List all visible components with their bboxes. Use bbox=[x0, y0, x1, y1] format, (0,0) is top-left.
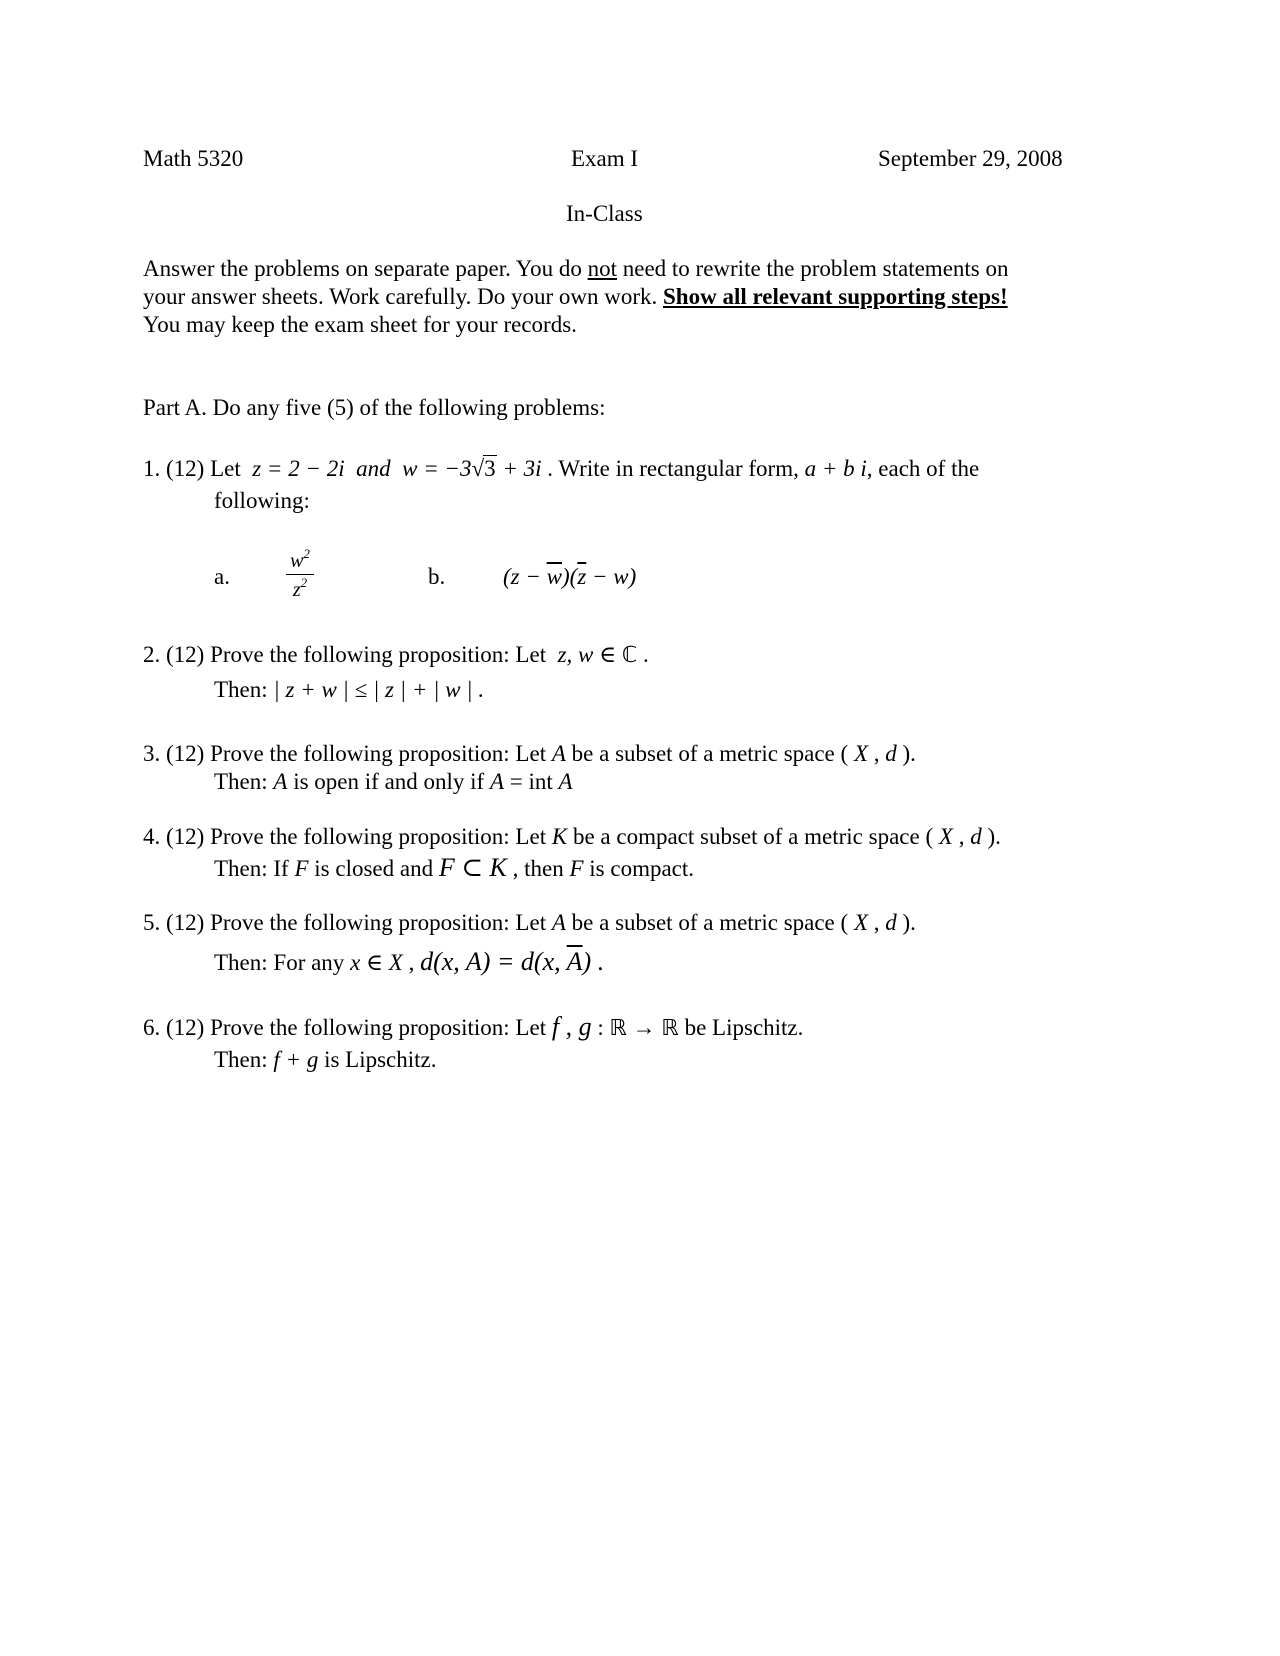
instructions-line-3: You may keep the exam sheet for your records. bbox=[143, 312, 577, 337]
exam-subtitle: In-Class bbox=[566, 201, 643, 226]
problem-4-line-1: 4. (12) Prove the following proposition: Let K be a compact subset of a metric space ( X , d ). bbox=[143, 824, 1001, 849]
instructions-line-2: your answer sheets. Work carefully. Do your own work. Show all relevant supporting steps! bbox=[143, 284, 1008, 309]
exam-date: September 29, 2008 bbox=[878, 146, 1063, 171]
problem-2-line-2: Then: | z + w | ≤ | z | + | w | . bbox=[214, 677, 485, 702]
emphasis-steps: Show all relevant supporting steps! bbox=[663, 284, 1008, 309]
problem-3-line-2: Then: A is open if and only if A = int A bbox=[214, 769, 573, 794]
course-title: Math 5320 bbox=[143, 146, 244, 171]
problem-1b-expression: $(z - \overline{w})(\overline{z} - w)$ bbox=[503, 564, 637, 589]
instructions-line-1: Answer the problems on separate paper. You do not need to rewrite the problem statements on bbox=[143, 256, 1009, 281]
exam-title: Exam I bbox=[571, 146, 639, 171]
problem-6-line-2: Then: f + g is Lipschitz. bbox=[214, 1047, 437, 1072]
problem-4-line-2: Then: If F is closed and F ⊂ K , then F is compact. bbox=[214, 853, 695, 882]
problem-1-line-2: following: bbox=[214, 488, 310, 513]
problem-3-line-1: 3. (12) Prove the following proposition: Let A be a subset of a metric space ( X , d ). bbox=[143, 741, 916, 766]
problem-5-line-2: Then: For any x ∈ X , d(x, A) = d(x, $\overline{A}$) . bbox=[214, 947, 605, 976]
part-a-heading: Part A. Do any five (5) of the following problems: bbox=[143, 395, 606, 420]
problem-2-line-1: 2. (12) Prove the following proposition: Let z, w ∈ ℂ . bbox=[143, 642, 649, 668]
problem-5-line-1: 5. (12) Prove the following proposition: Let A be a subset of a metric space ( X , d ). bbox=[143, 910, 916, 935]
triangle-inequality: | z + w | ≤ | z | + | w | . bbox=[273, 677, 485, 702]
problem-1a-label: a. bbox=[214, 564, 230, 589]
problem-1-line-1: 1. (12) Let z = 2 − 2i and w = −3√3 + 3i . Write in rectangular form, a + b i, each of the bbox=[143, 456, 980, 481]
problem-1b-label: b. bbox=[428, 564, 446, 589]
problem-6-line-1: 6. (12) Prove the following proposition: Let f , g : ℝ → ℝ be Lipschitz. bbox=[143, 1012, 804, 1041]
problem-1a-fraction: $w^2$ $z^2$ bbox=[280, 546, 320, 603]
